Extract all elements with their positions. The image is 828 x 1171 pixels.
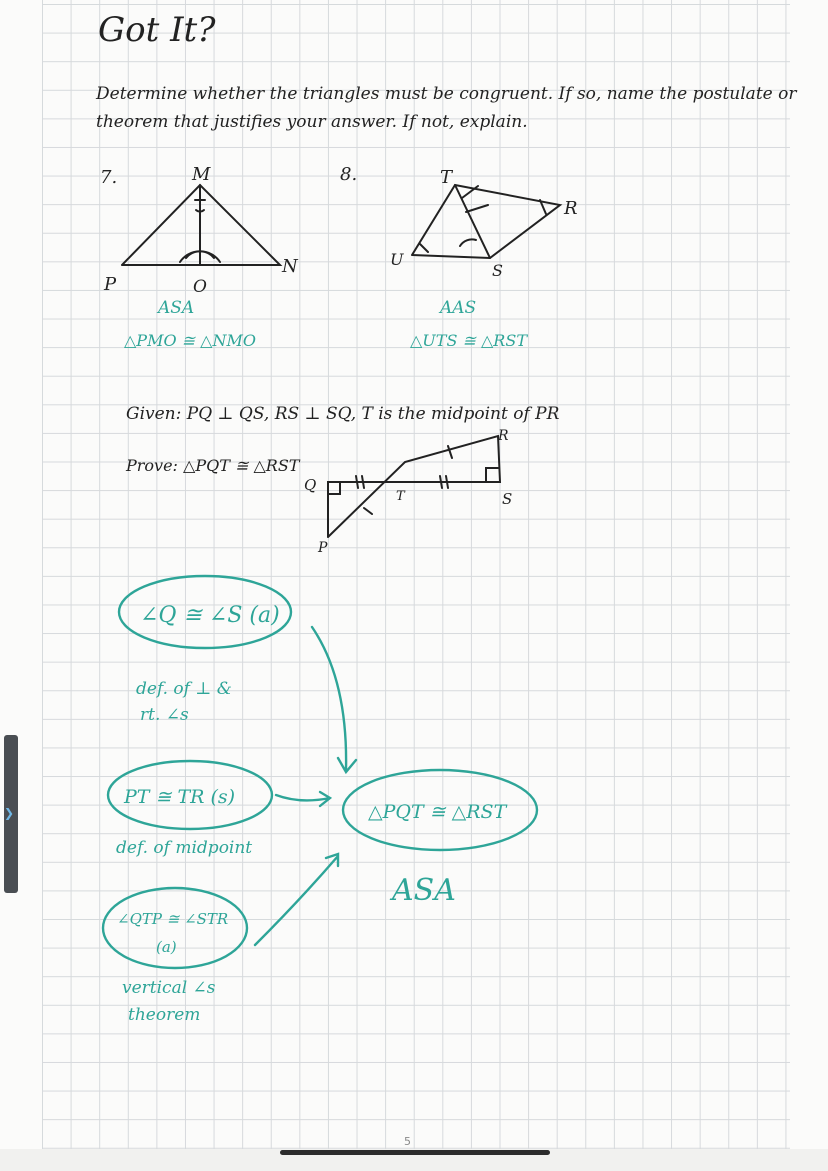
statement-1-reason-2: rt. ∠s	[140, 705, 189, 725]
quadrilateral-8-outline	[412, 185, 560, 258]
statement-2-reason-1: def. of midpoint	[116, 838, 253, 858]
proof-given: Given: PQ ⊥ QS, RS ⊥ SQ, T is the midpoint of PR	[126, 404, 560, 424]
page-title: Got It?	[98, 10, 216, 50]
statement-3-text-line-2: (a)	[156, 938, 177, 956]
problem-8-number: 8.	[340, 164, 358, 185]
conclusion-reason: ASA	[392, 873, 456, 908]
problem-7-number: 7.	[100, 167, 118, 188]
problem-7-label-p: P	[104, 274, 117, 295]
problem-8-label-r: R	[564, 198, 578, 219]
problem-7-answer-postulate: ASA	[158, 298, 195, 318]
proof-label-q: Q	[304, 476, 317, 494]
proof-prove: Prove: △PQT ≅ △RST	[126, 456, 300, 475]
problem-8-label-s: S	[492, 261, 503, 280]
conclusion-text: △PQT ≅ △RST	[368, 801, 507, 823]
chevron-right-icon[interactable]: ❯	[4, 806, 15, 820]
arrow-3	[255, 854, 338, 945]
problem-7-label-m: M	[192, 164, 211, 185]
quadrilateral-8-diagonal	[455, 185, 490, 258]
proof-figure	[328, 436, 500, 537]
proof-label-r: R	[498, 428, 509, 444]
statement-2-text: PT ≅ TR (s)	[124, 786, 236, 808]
problem-8-answer-statement: △UTS ≅ △RST	[410, 331, 527, 350]
page-number: 5	[404, 1135, 411, 1148]
statement-3-reason-2: theorem	[128, 1005, 201, 1025]
problem-7-label-n: N	[282, 256, 298, 277]
proof-label-t: T	[396, 489, 405, 504]
problem-7-figure	[122, 185, 280, 265]
problem-8-label-t: T	[440, 167, 453, 188]
statement-1-reason-1: def. of ⊥ &	[136, 679, 232, 699]
problem-8-answer-postulate: AAS	[440, 298, 477, 318]
problem-7-answer-statement: △PMO ≅ △NMO	[124, 331, 256, 350]
problem-8-label-u: U	[390, 250, 404, 269]
instructions-line-2: theorem that justifies your answer. If not, explain.	[96, 112, 528, 132]
statement-3-text: ∠QTP ≅ ∠STR	[117, 910, 229, 928]
arrow-2	[276, 792, 330, 806]
problem-8-figure	[412, 185, 560, 258]
proof-figure-right-angle-q	[328, 482, 340, 494]
statement-3-reason-1: vertical ∠s	[122, 978, 216, 998]
proof-label-s: S	[502, 490, 513, 508]
statement-1-text: ∠Q ≅ ∠S (a)	[140, 603, 280, 628]
arrow-1	[312, 627, 356, 772]
statement-3-oval	[103, 888, 247, 968]
home-indicator-bar[interactable]	[280, 1150, 550, 1155]
proof-label-p: P	[318, 540, 328, 556]
proof-figure-outline	[328, 436, 500, 537]
problem-7-label-o: O	[193, 277, 207, 297]
proof-figure-right-angle-s	[486, 468, 498, 482]
instructions-line-1: Determine whether the triangles must be congruent. If so, name the postulate or	[96, 84, 797, 104]
